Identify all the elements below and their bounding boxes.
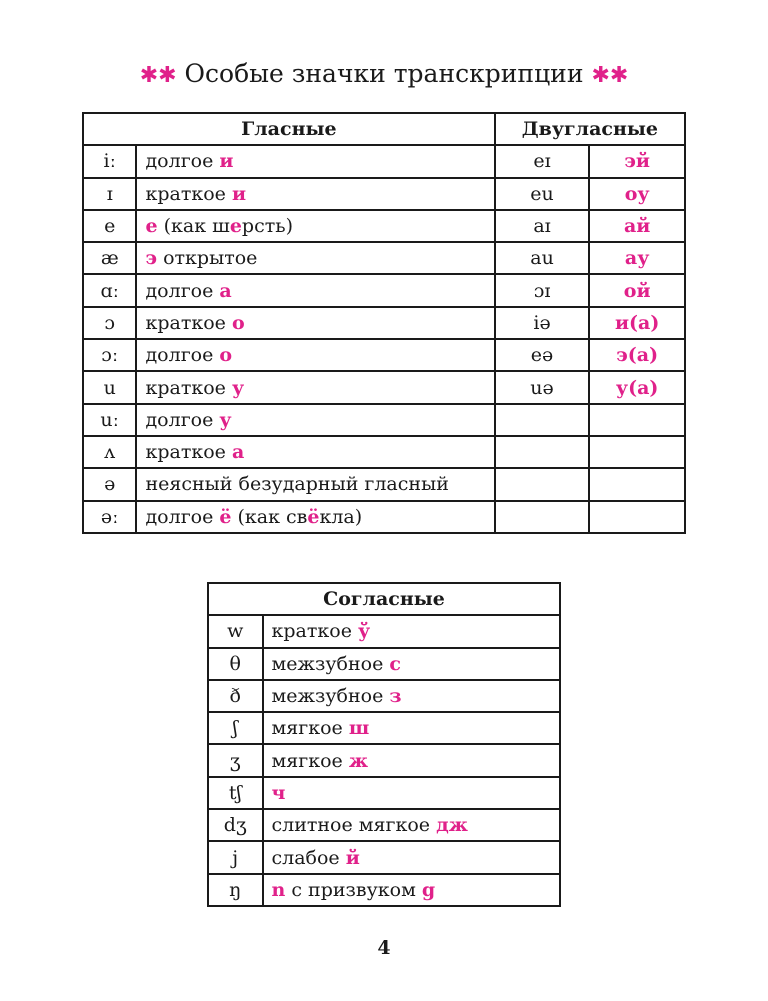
table-row xyxy=(83,339,685,371)
highlighted-letter: ш xyxy=(348,717,370,740)
highlighted-letter: у xyxy=(219,408,232,431)
highlighted-letter: э xyxy=(145,247,158,270)
vowel-description xyxy=(136,404,494,436)
diphthong-value: у(а) xyxy=(589,371,685,403)
diphthong-symbol xyxy=(495,404,590,436)
highlighted-letter: о xyxy=(219,344,233,367)
vowel-symbol: ʌ xyxy=(83,436,136,468)
stars-right-icon: ✱✱ xyxy=(591,63,629,88)
highlighted-letter: е xyxy=(145,215,158,238)
vowels-header: Гласные xyxy=(83,113,495,145)
consonant-description xyxy=(263,648,561,680)
table-header-row xyxy=(208,583,560,615)
highlighted-letter: с xyxy=(389,652,401,675)
description-text: мягкое xyxy=(271,717,349,740)
table-row xyxy=(208,615,560,647)
description-text: долгое xyxy=(145,408,220,431)
description-text: рсть) xyxy=(241,215,293,238)
table-row xyxy=(83,436,685,468)
highlighted-letter: и xyxy=(219,150,234,173)
page-number: 4 xyxy=(377,937,391,959)
diphthong-value xyxy=(589,404,685,436)
vowel-symbol: æ xyxy=(83,242,136,274)
consonant-description xyxy=(263,680,561,712)
description-text: неясный безударный гласный xyxy=(145,473,449,496)
description-text: (как ш xyxy=(157,215,230,238)
vowel-description xyxy=(136,178,494,210)
description-text: долгое xyxy=(145,150,220,173)
table-row xyxy=(208,744,560,776)
vowels-diphthongs-table xyxy=(82,112,686,534)
table-row xyxy=(83,404,685,436)
vowel-description xyxy=(136,501,494,533)
diphthong-symbol: eɪ xyxy=(495,145,590,177)
table-row xyxy=(83,242,685,274)
consonant-description xyxy=(263,874,561,906)
description-text: кла) xyxy=(319,505,363,528)
table-row xyxy=(83,501,685,533)
consonants-header: Согласные xyxy=(208,583,560,615)
diphthong-value: ау xyxy=(589,242,685,274)
consonant-symbol: ʃ xyxy=(208,712,263,744)
diphthong-value: эй xyxy=(589,145,685,177)
vowel-description xyxy=(136,339,494,371)
vowel-symbol: u xyxy=(83,371,136,403)
vowel-description xyxy=(136,210,494,242)
diphthong-symbol: ɔɪ xyxy=(495,274,590,306)
diphthong-value xyxy=(589,501,685,533)
vowel-symbol: ɔ xyxy=(83,307,136,339)
consonant-symbol: tʃ xyxy=(208,777,263,809)
consonant-symbol: ŋ xyxy=(208,874,263,906)
consonant-symbol: ʒ xyxy=(208,744,263,776)
table-row xyxy=(83,210,685,242)
diphthongs-header: Двугласные xyxy=(495,113,685,145)
stars-left-icon: ✱✱ xyxy=(139,63,177,88)
description-text: краткое xyxy=(145,311,232,334)
table-row xyxy=(208,777,560,809)
table-row xyxy=(83,307,685,339)
description-text: межзубное xyxy=(271,652,390,675)
consonant-description xyxy=(263,777,561,809)
page-title-text: Особые значки транскрипции xyxy=(184,59,584,88)
vowel-description xyxy=(136,274,494,306)
diphthong-value: ой xyxy=(589,274,685,306)
table-row xyxy=(208,809,560,841)
highlighted-letter: з xyxy=(389,685,402,708)
highlighted-letter: а xyxy=(219,279,232,302)
vowel-symbol: e xyxy=(83,210,136,242)
description-text: слитное мягкое xyxy=(271,814,437,837)
consonant-symbol: dʒ xyxy=(208,809,263,841)
highlighted-letter: n xyxy=(271,878,286,901)
consonant-description xyxy=(263,712,561,744)
description-text: открытое xyxy=(157,247,258,270)
table-row xyxy=(208,874,560,906)
diphthong-symbol: iə xyxy=(495,307,590,339)
highlighted-letter: ў xyxy=(357,620,371,643)
vowel-description xyxy=(136,242,494,274)
vowel-description xyxy=(136,145,494,177)
table-row xyxy=(83,178,685,210)
description-text: межзубное xyxy=(271,685,390,708)
diphthong-symbol xyxy=(495,501,590,533)
highlighted-letter: о xyxy=(231,311,245,334)
highlighted-letter: ч xyxy=(271,781,286,804)
description-text: с призвуком xyxy=(285,878,422,901)
table-row xyxy=(83,468,685,500)
description-text: (как св xyxy=(231,505,308,528)
vowel-description xyxy=(136,307,494,339)
diphthong-value: и(а) xyxy=(589,307,685,339)
vowel-symbol: iː xyxy=(83,145,136,177)
table-row xyxy=(208,648,560,680)
highlighted-letter: е xyxy=(229,215,242,238)
highlighted-letter: дж xyxy=(436,814,468,837)
diphthong-symbol: eə xyxy=(495,339,590,371)
consonant-description xyxy=(263,809,561,841)
diphthong-value: оу xyxy=(589,178,685,210)
page-title xyxy=(0,58,768,92)
description-text: краткое xyxy=(145,182,232,205)
vowel-symbol: ɪ xyxy=(83,178,136,210)
diphthong-value xyxy=(589,436,685,468)
highlighted-letter: и xyxy=(231,182,247,205)
consonant-description xyxy=(263,841,561,873)
vowel-symbol: ə xyxy=(83,468,136,500)
table-row xyxy=(83,371,685,403)
description-text: краткое xyxy=(145,376,232,399)
diphthong-symbol: eu xyxy=(495,178,590,210)
consonant-description xyxy=(263,744,561,776)
description-text: долгое xyxy=(145,505,220,528)
highlighted-letter: й xyxy=(345,846,360,869)
table-row xyxy=(83,274,685,306)
consonant-symbol: w xyxy=(208,615,263,647)
highlighted-letter: у xyxy=(231,376,245,399)
diphthong-symbol: aɪ xyxy=(495,210,590,242)
highlighted-letter: а xyxy=(231,441,245,464)
vowel-symbol: ɔː xyxy=(83,339,136,371)
consonant-symbol: ð xyxy=(208,680,263,712)
description-text: долгое xyxy=(145,279,220,302)
description-text: краткое xyxy=(145,441,232,464)
vowel-description xyxy=(136,436,494,468)
description-text: мягкое xyxy=(271,749,349,772)
table-row xyxy=(83,145,685,177)
vowel-description xyxy=(136,371,494,403)
vowel-symbol: əː xyxy=(83,501,136,533)
diphthong-symbol xyxy=(495,468,590,500)
diphthong-value: ай xyxy=(589,210,685,242)
table-row xyxy=(208,712,560,744)
consonants-table xyxy=(207,582,561,907)
description-text: слабое xyxy=(271,846,346,869)
description-text: краткое xyxy=(271,620,358,643)
table-row xyxy=(208,841,560,873)
description-text: долгое xyxy=(145,344,220,367)
highlighted-letter: ж xyxy=(348,749,369,772)
diphthong-symbol: au xyxy=(495,242,590,274)
highlighted-letter: ё xyxy=(219,505,232,528)
vowel-description xyxy=(136,468,494,500)
diphthong-symbol xyxy=(495,436,590,468)
vowel-symbol: uː xyxy=(83,404,136,436)
diphthong-value xyxy=(589,468,685,500)
diphthong-symbol: uə xyxy=(495,371,590,403)
diphthong-value: э(а) xyxy=(589,339,685,371)
table-row xyxy=(208,680,560,712)
consonant-symbol: θ xyxy=(208,648,263,680)
table-header-row xyxy=(83,113,685,145)
consonant-description xyxy=(263,615,561,647)
vowel-symbol: ɑː xyxy=(83,274,136,306)
highlighted-letter: ё xyxy=(307,505,320,528)
consonant-symbol: j xyxy=(208,841,263,873)
highlighted-letter: g xyxy=(421,878,436,901)
